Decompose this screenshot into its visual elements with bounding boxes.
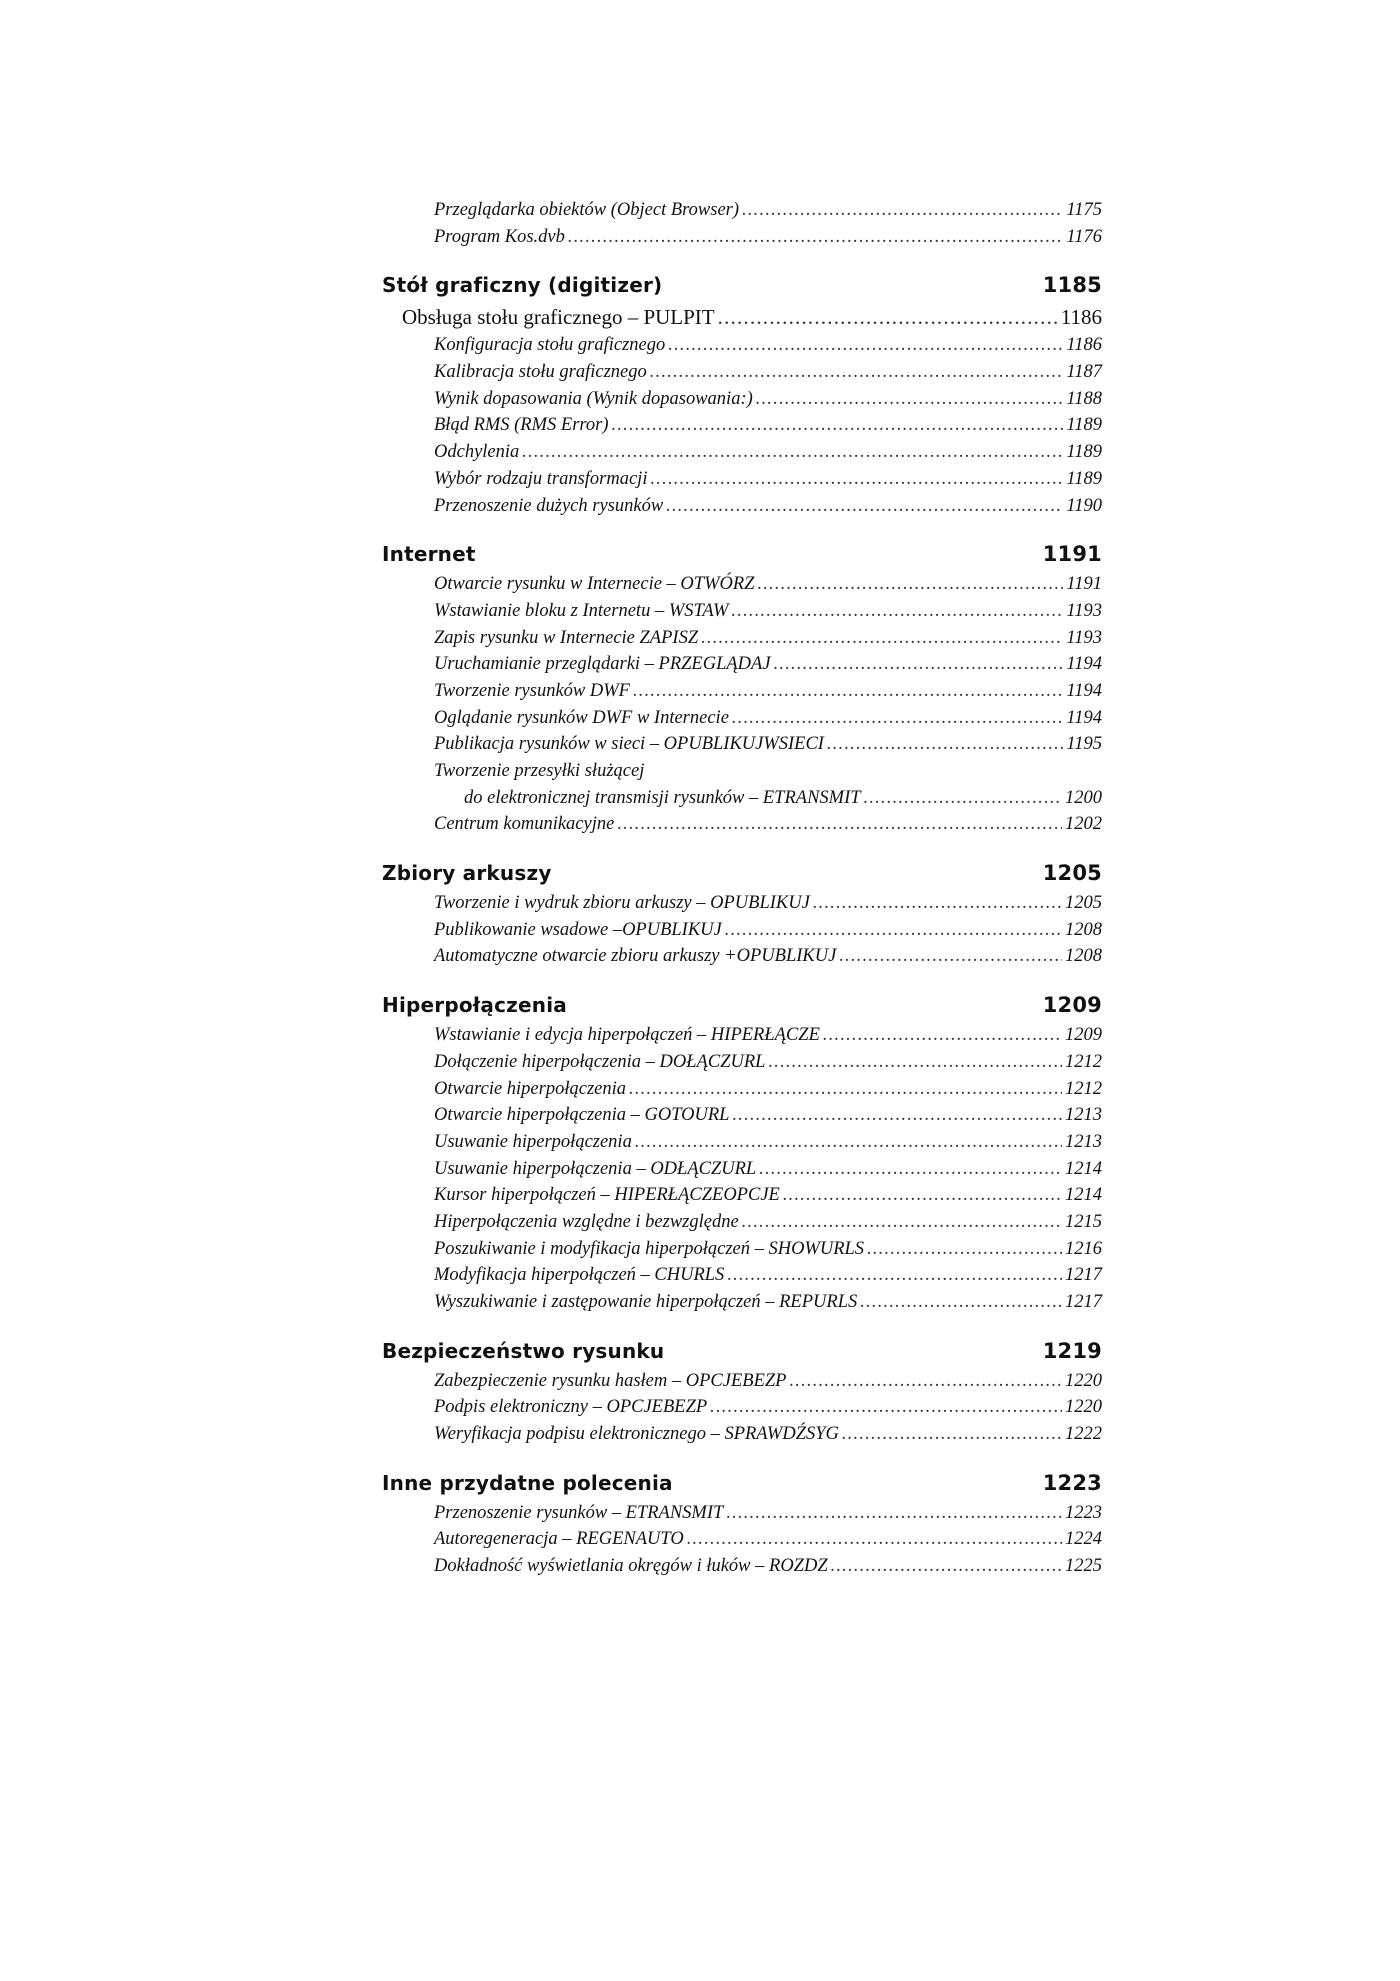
toc-entry-title: Podpis elektroniczny – OPCJEBEZP bbox=[434, 1397, 708, 1418]
toc-entry-page: 1194 bbox=[1066, 707, 1102, 728]
toc-entry[interactable] bbox=[382, 628, 1102, 655]
toc-entry-page: 1209 bbox=[1065, 1025, 1102, 1046]
toc-entry-title: Program Kos.dvb bbox=[434, 226, 565, 247]
toc-entry-title: Kalibracja stołu graficznego bbox=[434, 362, 647, 383]
dot-leader bbox=[831, 1556, 1062, 1577]
dot-leader bbox=[701, 628, 1063, 649]
dot-leader bbox=[842, 1424, 1062, 1445]
toc-entry[interactable] bbox=[382, 335, 1102, 362]
toc-entry-page: 1175 bbox=[1066, 200, 1102, 220]
toc-entry-page: 1220 bbox=[1065, 1370, 1102, 1391]
toc-entry-title: Przenoszenie rysunków – ETRANSMIT bbox=[434, 1502, 724, 1523]
toc-entry[interactable] bbox=[382, 496, 1102, 523]
toc-entry[interactable] bbox=[382, 1105, 1102, 1132]
toc-entry-page: 1212 bbox=[1065, 1078, 1102, 1099]
dot-leader bbox=[813, 893, 1062, 914]
toc-entry-page: 1208 bbox=[1065, 946, 1102, 967]
toc-entry[interactable] bbox=[382, 1556, 1102, 1583]
toc-entry[interactable] bbox=[382, 1239, 1102, 1266]
toc-entry-title: Błąd RMS (RMS Error) bbox=[434, 415, 609, 436]
toc-entry-title: Przenoszenie dużych rysunków bbox=[434, 495, 664, 516]
toc-entry[interactable] bbox=[382, 1424, 1102, 1451]
toc-entry-title: Uruchamianie przeglądarki – PRZEGLĄDAJ bbox=[434, 654, 771, 675]
toc-entry-page: 1193 bbox=[1066, 627, 1102, 648]
dot-leader bbox=[568, 227, 1063, 248]
section-page: 1209 bbox=[1042, 993, 1102, 1018]
toc-entry-title: Centrum komunikacyjne bbox=[434, 814, 615, 835]
subsection-title: Obsługa stołu graficznego – PULPIT bbox=[402, 305, 715, 330]
toc-entry-page: 1215 bbox=[1065, 1211, 1102, 1232]
toc-entry-title: Wybór rodzaju transformacji bbox=[434, 468, 648, 489]
dot-leader bbox=[522, 442, 1063, 463]
toc-entry-title: Przeglądarka obiektów (Object Browser) bbox=[434, 200, 740, 220]
toc-entry-title: Otwarcie hiperpołączenia bbox=[434, 1078, 626, 1099]
toc-entry-page: 1194 bbox=[1066, 654, 1102, 675]
toc-entry[interactable] bbox=[382, 227, 1102, 254]
toc-entry-page: 1220 bbox=[1065, 1397, 1102, 1418]
section-heading[interactable] bbox=[382, 985, 1102, 1025]
toc-entry[interactable] bbox=[382, 1159, 1102, 1186]
toc-entry-title: Wstawianie bloku z Internetu – WSTAW bbox=[434, 600, 729, 621]
dot-leader bbox=[666, 496, 1063, 517]
dot-leader bbox=[823, 1025, 1062, 1046]
toc-entry[interactable] bbox=[382, 389, 1102, 416]
dot-leader bbox=[633, 681, 1063, 702]
toc-entry-page: 1214 bbox=[1065, 1185, 1102, 1206]
dot-leader bbox=[731, 601, 1063, 622]
toc-entry[interactable] bbox=[382, 1503, 1102, 1530]
toc-entry-page: 1176 bbox=[1066, 226, 1102, 247]
section-heading[interactable] bbox=[382, 1463, 1102, 1503]
section-title: Inne przydatne polecenia bbox=[382, 1470, 673, 1495]
section-title: Bezpieczeństwo rysunku bbox=[382, 1338, 665, 1363]
toc-entry[interactable] bbox=[382, 362, 1102, 389]
dot-leader bbox=[783, 1185, 1062, 1206]
dot-leader bbox=[839, 946, 1062, 967]
toc-entry[interactable] bbox=[382, 469, 1102, 496]
toc-entry[interactable] bbox=[382, 1265, 1102, 1292]
dot-leader bbox=[710, 1397, 1062, 1418]
dot-leader bbox=[827, 734, 1063, 755]
toc-entry-title: do elektronicznej transmisji rysunków – ETRANSMIT bbox=[464, 787, 861, 808]
toc-entry[interactable] bbox=[382, 601, 1102, 628]
toc-entry-title: Otwarcie hiperpołączenia – GOTOURL bbox=[434, 1105, 730, 1126]
toc-entry-title: Poszukiwanie i modyfikacja hiperpołączeń – SHOWURLS bbox=[434, 1238, 865, 1259]
toc-entry[interactable] bbox=[382, 200, 1102, 227]
toc-entry[interactable] bbox=[382, 893, 1102, 920]
section-page: 1185 bbox=[1042, 273, 1102, 298]
toc-entry[interactable] bbox=[382, 788, 1102, 815]
toc-entry-title: Weryfikacja podpisu elektronicznego – SPRAWDŹSYG bbox=[434, 1424, 839, 1445]
toc-entry[interactable] bbox=[382, 708, 1102, 735]
toc-entry-title: Kursor hiperpołączeń – HIPERŁĄCZEOPCJE bbox=[434, 1185, 780, 1206]
toc-entry[interactable] bbox=[382, 1529, 1102, 1556]
dot-leader bbox=[864, 788, 1062, 809]
toc-entry-page: 1190 bbox=[1066, 495, 1102, 516]
subsection-page: 1186 bbox=[1060, 305, 1102, 330]
toc-entry-page: 1224 bbox=[1065, 1529, 1102, 1550]
toc-entry[interactable] bbox=[382, 1079, 1102, 1106]
dot-leader bbox=[742, 200, 1063, 221]
toc-entry-title: Wyszukiwanie i zastępowanie hiperpołączeń – REPURLS bbox=[434, 1292, 858, 1312]
toc-entry-title: Usuwanie hiperpołączenia bbox=[434, 1131, 632, 1152]
dot-leader bbox=[650, 469, 1063, 490]
toc-entry-title: Dokładność wyświetlania okręgów i łuków – ROZDZ bbox=[434, 1556, 828, 1577]
dot-leader bbox=[687, 1529, 1062, 1550]
toc-entry[interactable] bbox=[382, 1132, 1102, 1159]
toc-entry-title: Publikowanie wsadowe –OPUBLIKUJ bbox=[434, 919, 722, 940]
toc-entry-title: Zabezpieczenie rysunku hasłem – OPCJEBEZP bbox=[434, 1370, 787, 1391]
toc-entry-title: Wstawianie i edycja hiperpołączeń – HIPERŁĄCZE bbox=[434, 1025, 820, 1046]
toc-entry-title: Konfiguracja stołu graficznego bbox=[434, 335, 666, 356]
toc-entry-page: 1186 bbox=[1066, 335, 1102, 356]
toc-entry-title: Oglądanie rysunków DWF w Internecie bbox=[434, 707, 729, 728]
toc-entry[interactable] bbox=[382, 1397, 1102, 1424]
dot-leader bbox=[617, 814, 1062, 835]
toc-entry-page: 1191 bbox=[1066, 574, 1102, 595]
toc-entry-page: 1202 bbox=[1065, 814, 1102, 835]
subsection-entry[interactable] bbox=[382, 305, 1102, 335]
dot-leader bbox=[725, 920, 1062, 941]
toc-entry-title: Usuwanie hiperpołączenia – ODŁĄCZURL bbox=[434, 1158, 757, 1179]
dot-leader bbox=[612, 415, 1064, 436]
toc-entry-page: 1189 bbox=[1066, 442, 1102, 463]
toc-entry[interactable] bbox=[382, 1052, 1102, 1079]
dot-leader bbox=[718, 305, 1058, 330]
toc-entry-title: Autoregeneracja – REGENAUTO bbox=[434, 1529, 684, 1550]
dot-leader bbox=[650, 362, 1064, 383]
section-title: Hiperpołączenia bbox=[382, 993, 567, 1018]
toc-entry[interactable] bbox=[382, 1292, 1102, 1319]
section-title: Zbiory arkuszy bbox=[382, 861, 552, 886]
dot-leader bbox=[732, 708, 1063, 729]
section-page: 1223 bbox=[1042, 1470, 1102, 1495]
toc-entry-page: 1205 bbox=[1065, 893, 1102, 914]
dot-leader bbox=[774, 654, 1064, 675]
toc-entry-title: Modyfikacja hiperpołączeń – CHURLS bbox=[434, 1265, 725, 1286]
toc-entry-page: 1195 bbox=[1066, 734, 1102, 755]
toc-entry-page: 1222 bbox=[1065, 1424, 1102, 1445]
dot-leader bbox=[768, 1052, 1062, 1073]
toc-entry-page: 1193 bbox=[1066, 600, 1102, 621]
section-heading[interactable] bbox=[382, 265, 1102, 305]
toc-entry-page: 1213 bbox=[1065, 1131, 1102, 1152]
dot-leader bbox=[726, 1503, 1062, 1524]
toc-entry-page: 1208 bbox=[1065, 919, 1102, 940]
dot-leader bbox=[867, 1239, 1062, 1260]
toc-entry-title: Zapis rysunku w Internecie ZAPISZ bbox=[434, 627, 699, 648]
toc-entry[interactable] bbox=[382, 946, 1102, 973]
table-of-contents bbox=[382, 200, 1102, 1583]
toc-entry-page: 1217 bbox=[1065, 1292, 1102, 1312]
dot-leader bbox=[668, 335, 1063, 356]
dot-leader bbox=[732, 1105, 1062, 1126]
toc-entry-page: 1189 bbox=[1066, 415, 1102, 436]
toc-entry[interactable] bbox=[382, 1025, 1102, 1052]
toc-entry-page: 1194 bbox=[1066, 680, 1102, 701]
toc-entry-title: Tworzenie przesyłki służącej bbox=[434, 761, 645, 781]
section-page: 1191 bbox=[1042, 542, 1102, 567]
toc-entry-page: 1189 bbox=[1066, 468, 1102, 489]
dot-leader bbox=[757, 574, 1063, 595]
section-title: Internet bbox=[382, 542, 476, 567]
section-heading[interactable] bbox=[382, 534, 1102, 574]
section-heading[interactable] bbox=[382, 853, 1102, 893]
toc-entry[interactable] bbox=[382, 442, 1102, 469]
toc-entry[interactable] bbox=[382, 920, 1102, 947]
dot-leader bbox=[759, 1159, 1062, 1180]
toc-entry[interactable] bbox=[382, 654, 1102, 681]
toc-entry-title: Odchylenia bbox=[434, 442, 520, 463]
toc-entry-page: 1214 bbox=[1065, 1158, 1102, 1179]
dot-leader bbox=[742, 1212, 1062, 1233]
toc-entry-title: Tworzenie rysunków DWF bbox=[434, 680, 630, 701]
dot-leader bbox=[789, 1371, 1062, 1392]
section-page: 1205 bbox=[1042, 861, 1102, 886]
section-heading[interactable] bbox=[382, 1331, 1102, 1371]
dot-leader bbox=[756, 389, 1064, 410]
toc-entry[interactable] bbox=[382, 1185, 1102, 1212]
toc-entry-title: Dołączenie hiperpołączenia – DOŁĄCZURL bbox=[434, 1051, 766, 1072]
toc-entry-title: Otwarcie rysunku w Internecie – OTWÓRZ bbox=[434, 574, 755, 595]
toc-entry-page: 1225 bbox=[1065, 1556, 1102, 1577]
dot-leader bbox=[727, 1265, 1062, 1286]
toc-entry-title: Tworzenie i wydruk zbioru arkuszy – OPUBLIKUJ bbox=[434, 893, 810, 914]
toc-entry-page: 1217 bbox=[1065, 1265, 1102, 1286]
toc-entry[interactable] bbox=[382, 1212, 1102, 1239]
dot-leader bbox=[860, 1292, 1062, 1313]
toc-entry-page: 1212 bbox=[1065, 1051, 1102, 1072]
toc-entry[interactable] bbox=[382, 814, 1102, 841]
toc-entry-page: 1223 bbox=[1065, 1502, 1102, 1523]
toc-entry-page: 1200 bbox=[1065, 787, 1102, 808]
toc-entry-title: Wynik dopasowania (Wynik dopasowania:) bbox=[434, 388, 753, 409]
section-page: 1219 bbox=[1042, 1338, 1102, 1363]
toc-entry-page: 1188 bbox=[1066, 388, 1102, 409]
toc-entry-title: Hiperpołączenia względne i bezwzględne bbox=[434, 1211, 739, 1232]
toc-entry[interactable] bbox=[382, 734, 1102, 761]
toc-entry-page: 1216 bbox=[1065, 1238, 1102, 1259]
toc-entry-page: 1187 bbox=[1066, 362, 1102, 383]
section-title: Stół graficzny (digitizer) bbox=[382, 273, 663, 298]
toc-entry[interactable] bbox=[382, 681, 1102, 708]
toc-entry[interactable] bbox=[382, 574, 1102, 601]
dot-leader bbox=[629, 1079, 1062, 1100]
toc-entry-title: Publikacja rysunków w sieci – OPUBLIKUJWSIECI bbox=[434, 734, 824, 755]
toc-entry[interactable] bbox=[382, 415, 1102, 442]
dot-leader bbox=[635, 1132, 1062, 1153]
toc-entry[interactable] bbox=[382, 1371, 1102, 1398]
toc-entry[interactable] bbox=[382, 761, 1102, 788]
toc-entry-title: Automatyczne otwarcie zbioru arkuszy +OPUBLIKUJ bbox=[434, 946, 837, 967]
toc-entry-page: 1213 bbox=[1065, 1105, 1102, 1126]
